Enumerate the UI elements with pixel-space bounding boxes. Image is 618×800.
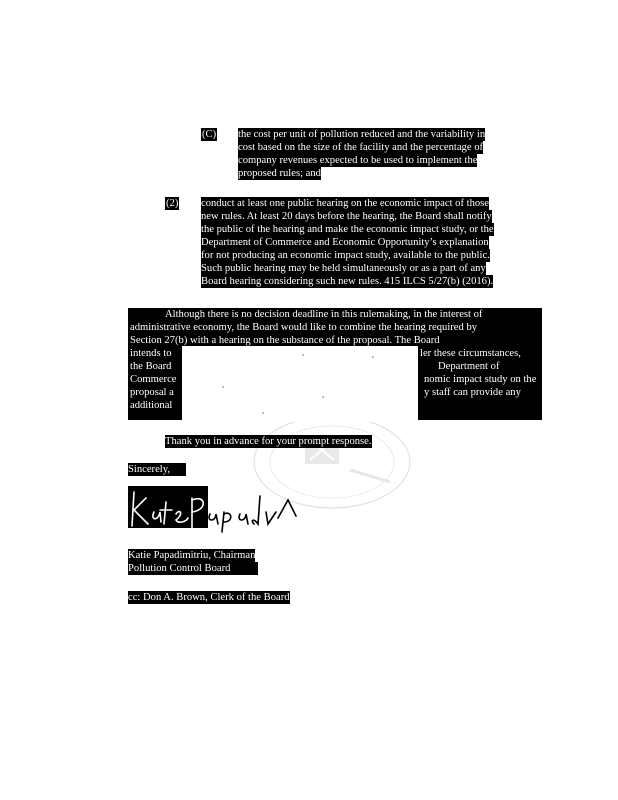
item-2-line-3: the public of the hearing and make the economic impact study, or the [201, 224, 494, 235]
body-line-6: Commerce [130, 374, 177, 385]
body-line-7: proposal a [130, 387, 174, 398]
item-2-line-6: Such public hearing may be held simultaneously or as a part of any [201, 263, 486, 274]
item-c-line-4: proposed rules; and [238, 168, 321, 179]
item-c-line-2: cost based on the size of the facility and the percentage of [238, 142, 484, 153]
closing-line: Sincerely, [128, 463, 186, 476]
item-2-line-5: for not producing an economic impact study, available to the public. [201, 250, 490, 261]
redaction-area [182, 346, 418, 422]
body-line-4: intends to [130, 348, 172, 359]
cc-line: cc: Don A. Brown, Clerk of the Board [128, 592, 290, 603]
item-2-line-1: conduct at least one public hearing on the economic impact of those [201, 198, 489, 209]
body-line-3: Section 27(b) with a hearing on the substance of the proposal. The Board [130, 335, 440, 346]
body-line-5: the Board [130, 361, 172, 372]
signer-name: Katie Papadimitriu, Chairman [128, 550, 256, 561]
body-line-1: Although there is no decision deadline in this rulemaking, in the interest of [165, 309, 483, 320]
item-2-marker: (2) [166, 198, 179, 209]
body-line-8: additional [130, 400, 173, 411]
body-line-5-right: Department of [438, 361, 500, 372]
item-2-line-7: Board hearing considering such new rules. 415 ILCS 5/27(b) (2016). [201, 276, 494, 287]
handwritten-signature [120, 478, 310, 538]
item-2-line-2: new rules. At least 20 days before the hearing, the Board shall notify [201, 211, 492, 222]
item-c-line-3: company revenues expected to be used to implement the [238, 155, 478, 166]
signer-organization: Pollution Control Board [128, 562, 258, 575]
body-line-6-right: nomic impact study on the [424, 374, 537, 385]
thanks-line: Thank you in advance for your prompt response. [165, 436, 372, 447]
item-2-line-4: Department of Commerce and Economic Opportunity’s explanation [201, 237, 489, 248]
body-line-2: administrative economy, the Board would like to combine the hearing required by [130, 322, 478, 333]
body-line-4-right: ler these circumstances, [420, 348, 521, 359]
item-c-marker: (C) [202, 129, 217, 140]
body-line-7-right: y staff can provide any [424, 387, 521, 398]
item-c-line-1: the cost per unit of pollution reduced and the variability in [238, 129, 486, 140]
